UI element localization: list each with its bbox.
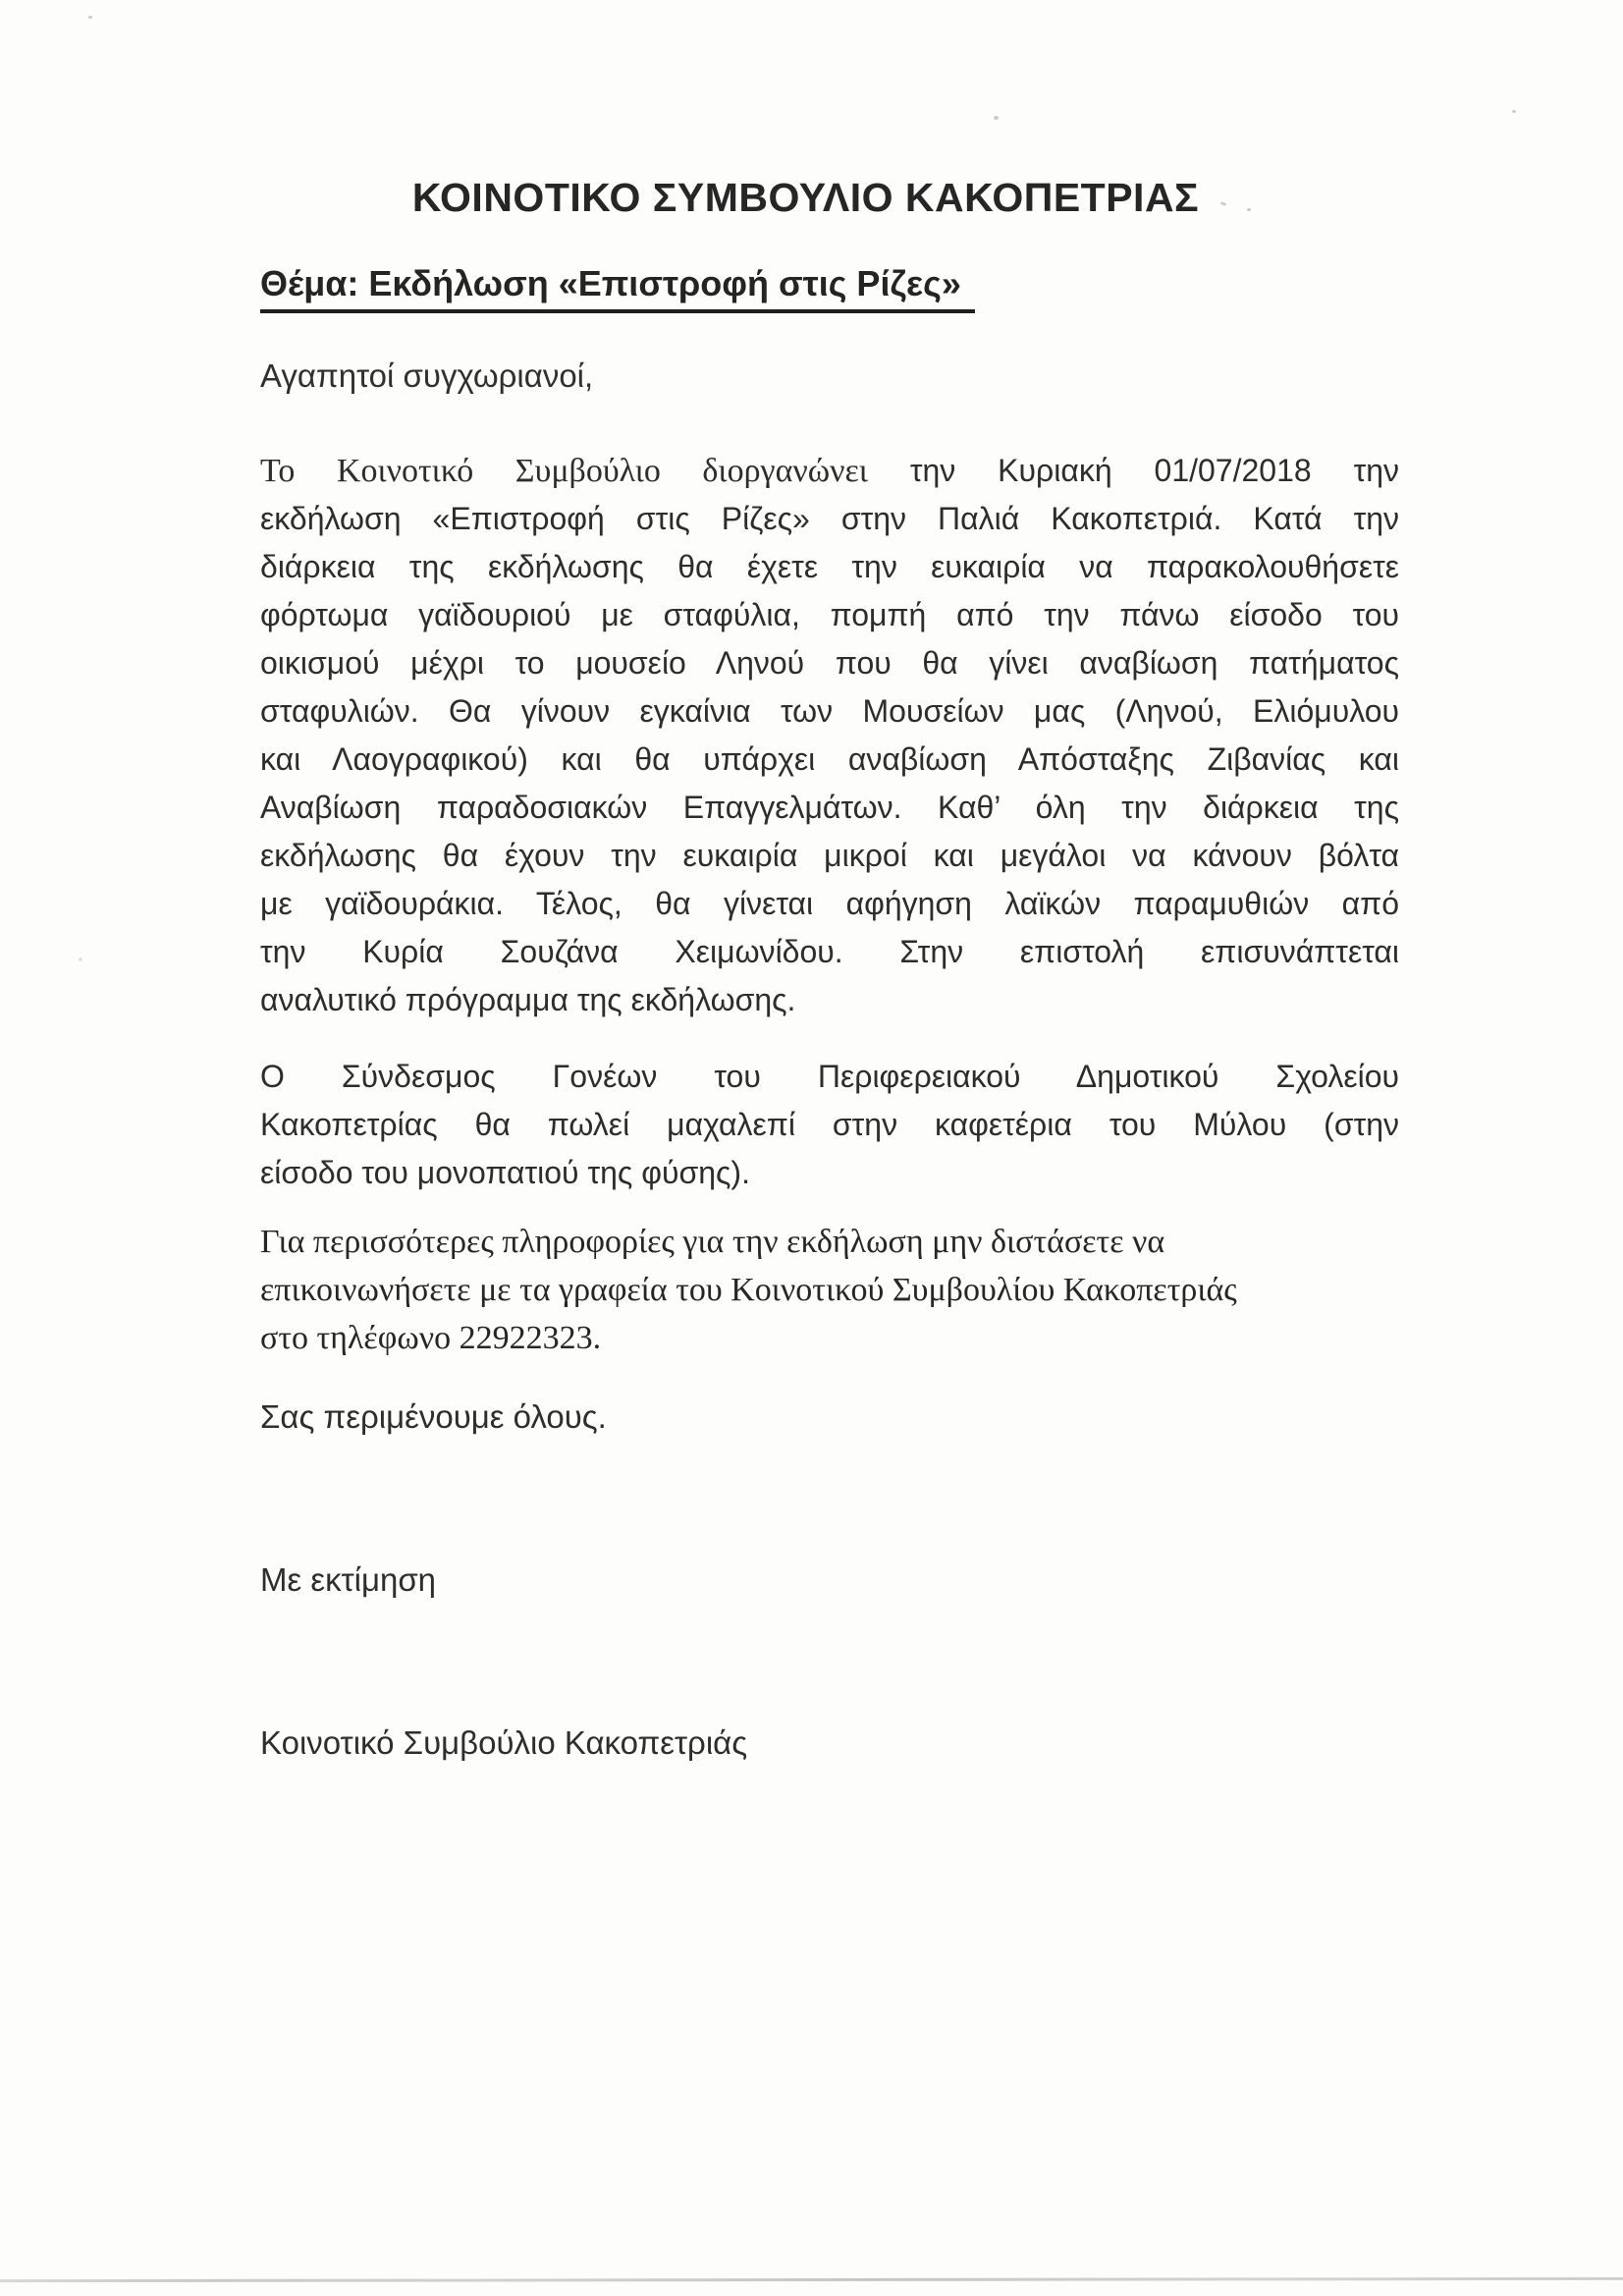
subject-line xyxy=(260,263,975,313)
signature-organization: Κοινοτικό Συμβούλιο Κακοπετριάς xyxy=(260,1724,748,1761)
greeting: Αγαπητοί συγχωριανοί, xyxy=(260,357,594,394)
paragraph-line: Κακοπετρίας θα πωλεί μαχαλεπί στην καφετέρια του Μύλου (στην xyxy=(260,1107,1399,1142)
paragraph-event-description xyxy=(260,447,1399,1024)
paragraph-line: φόρτωμα γαϊδουριού με σταφύλια, πομπή από την πάνω είσοδο του xyxy=(260,597,1399,632)
paragraph-line xyxy=(260,447,1399,495)
paragraph-line: με γαϊδουράκια. Τέλος, θα γίνεται αφήγηση λαϊκών παραμυθιών από xyxy=(260,886,1399,921)
paragraph-line: την Κυρία Σουζάνα Χειμωνίδου. Στην επιστολή επισυνάπτεται xyxy=(260,934,1399,969)
paragraph-line: αναλυτικό πρόγραμμα της εκδήλωσης. xyxy=(260,982,796,1017)
closing-line: Σας περιμένουμε όλους. xyxy=(260,1398,607,1435)
signoff: Με εκτίμηση xyxy=(260,1561,437,1598)
paragraph-line: Αναβίωση παραδοσιακών Επαγγελμάτων. Καθ’ όλη την διάρκεια της xyxy=(260,790,1399,825)
scan-speck xyxy=(994,116,999,120)
scan-speck xyxy=(88,16,92,19)
document-title: ΚΟΙΝΟΤΙΚΟ ΣΥΜΒΟΥΛΙΟ ΚΑΚΟΠΕΤΡΙΑΣ xyxy=(411,175,1200,220)
scan-speck xyxy=(1512,110,1516,113)
paragraph-line: εκδήλωση «Επιστροφή στις Ρίζες» στην Παλιά Κακοπετριά. Κατά την xyxy=(260,501,1399,536)
scan-speck xyxy=(79,957,82,961)
line-segment-serif: Το Κοινοτικό Συμβούλιο διοργανώνει xyxy=(260,453,868,489)
paragraph-line: και Λαογραφικού) και θα υπάρχει αναβίωση Απόσταξης Ζιβανίας και xyxy=(260,741,1399,777)
line-segment-sans: την Κυριακή 01/07/2018 την xyxy=(909,453,1400,488)
paragraph-line: είσοδο του μονοπατιού της φύσης). xyxy=(260,1155,750,1190)
paragraph-contact-info xyxy=(260,1218,1458,1362)
scan-speck xyxy=(1247,208,1251,211)
paragraph-line: διάρκεια της εκδήλωσης θα έχετε την ευκαιρία να παρακολουθήσετε xyxy=(260,549,1399,584)
paragraph-line: οικισμού μέχρι το μουσείο Ληνού που θα γίνει αναβίωση πατήματος xyxy=(260,645,1399,681)
paragraph-line: σταφυλιών. Θα γίνουν εγκαίνια των Μουσείων μας (Ληνού, Ελιόμυλου xyxy=(260,693,1399,729)
paragraph-line: Για περισσότερες πληροφορίες για την εκδήλωση μην διστάσετε να xyxy=(260,1224,1165,1260)
paragraph-line: Ο Σύνδεσμος Γονέων του Περιφερειακού Δημοτικού Σχολείου xyxy=(260,1059,1399,1094)
scan-page-edge xyxy=(0,2277,1623,2282)
subject-text: Θέμα: Εκδήλωση «Επιστροφή στις Ρίζες» xyxy=(260,263,975,313)
paragraph-parents-association xyxy=(260,1053,1399,1197)
paragraph-line: στο τηλέφωνο 22922323. xyxy=(260,1320,602,1356)
paragraph-line: εκδήλωσης θα έχουν την ευκαιρία μικροί και μεγάλοι να κάνουν βόλτα xyxy=(260,838,1399,873)
paragraph-line: επικοινωνήσετε με τα γραφεία του Κοινοτικού Συμβουλίου Κακοπετριάς xyxy=(260,1272,1237,1308)
